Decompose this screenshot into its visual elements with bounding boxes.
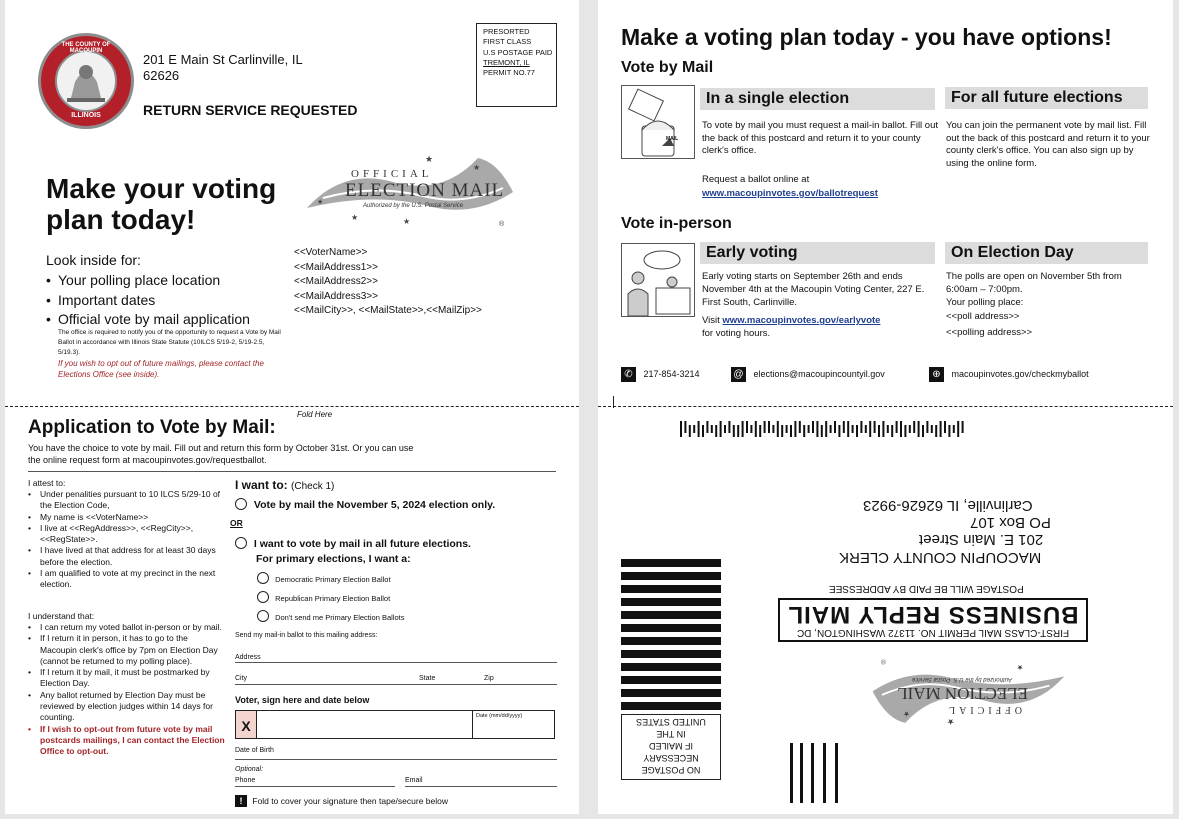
- barcode-bar: [926, 421, 928, 433]
- reply-bar: [621, 559, 721, 567]
- barcode-bar: [794, 421, 796, 437]
- no-postage-line: UNITED STATES: [636, 717, 706, 727]
- understand-item: • If I return it by mail, it must be postmarked by Election Day.: [28, 667, 226, 690]
- mail-field: <<MailCity>>, <<MailState>>,<<MailZip>>: [294, 305, 482, 316]
- barcode-bar: [755, 421, 757, 437]
- email-icon: @: [731, 367, 746, 382]
- headline-line2: plan today!: [46, 204, 196, 235]
- understand-list: [28, 622, 226, 758]
- mail-field: <<MailAddress1>>: [294, 261, 378, 273]
- barcode-bar: [715, 425, 717, 437]
- barcode-bar: [737, 425, 739, 437]
- election-mail-logo: [303, 148, 518, 230]
- barcode-bar: [904, 425, 906, 437]
- website-address: macoupinvotes.gov/checkmyballot: [951, 368, 1089, 379]
- barcode-bar: [746, 421, 748, 433]
- fold-note-text: Fold to cover your signature then tape/secure below: [252, 796, 448, 806]
- city-state-zip-line[interactable]: [235, 684, 557, 685]
- svg-text:★: ★: [403, 217, 411, 226]
- no-postage-line: NO POSTAGE: [641, 765, 701, 775]
- barcode-bar: [693, 425, 695, 433]
- mailing-address-block: [294, 246, 482, 319]
- barcode-bar: [900, 421, 902, 437]
- election-day-text: The polls are open on November 5th from 6:00am – 7:00pm.: [946, 271, 1122, 295]
- option-primary-prompt: For primary elections, I want a:: [256, 553, 411, 565]
- barcode-bar: [750, 425, 752, 433]
- svg-text:★: ★: [903, 709, 910, 719]
- reply-bar: [621, 585, 721, 593]
- future-elections-text: You can join the permanent vote by mail list. Fill out the back of this postcard and return it to your county clerk's office. You can also sign up by using the online form.: [946, 120, 1150, 169]
- barcode-bar: [860, 421, 862, 433]
- postcard-left-page: [5, 0, 579, 814]
- understand-title: I understand that:: [28, 611, 95, 621]
- svg-text:★: ★: [351, 213, 359, 222]
- barcode-bar: [812, 421, 814, 433]
- postage-line: PERMIT NO.77: [483, 68, 535, 78]
- barcode-bar: [698, 421, 700, 437]
- county-seal: [37, 32, 135, 130]
- mailbox-illustration: [621, 85, 695, 159]
- barcode-bar: [847, 421, 849, 437]
- phone-label: Phone: [235, 777, 256, 784]
- globe-icon: ⊕: [929, 367, 944, 382]
- postage-line: FIRST CLASS: [483, 37, 532, 47]
- sign-label: Voter, sign here and date below: [235, 695, 370, 705]
- barcode-bar: [856, 425, 858, 437]
- barcode-bar: [764, 421, 766, 433]
- barcode-bar: [948, 425, 950, 437]
- barcode-bar: [931, 425, 933, 433]
- email-label: Email: [405, 777, 423, 784]
- option-all-future-label: I want to vote by mail in all future elections.: [253, 538, 471, 550]
- opt-out-notice: If you wish to opt out of future mailings, please contact the Elections Office (see inside).: [58, 359, 264, 379]
- radio-single-election[interactable]: [235, 498, 247, 510]
- contact-email[interactable]: [731, 367, 885, 382]
- optional-label: Optional:: [235, 766, 264, 773]
- contact-website[interactable]: [929, 367, 1089, 382]
- primary-democratic[interactable]: [257, 572, 391, 584]
- polling-place-label: Your polling place:: [946, 297, 1024, 308]
- headline-line1: Make your voting: [46, 173, 277, 204]
- reply-permit: FIRST-CLASS MAIL PERMIT NO. 11372 WASHINGTON, DC: [796, 627, 1070, 638]
- postage-line: U.S POSTAGE PAID: [483, 47, 553, 57]
- barcode-bar: [821, 425, 823, 437]
- svg-text:®: ®: [880, 657, 886, 665]
- radio-democratic[interactable]: [257, 572, 269, 584]
- want-to-label: I want to:: [235, 478, 288, 492]
- barcode-bar: [869, 421, 871, 437]
- barcode-bar: [790, 425, 792, 437]
- early-voting-text: Early voting starts on September 26th and ends November 4th at the Macoupin Voting Center, 227 E. First South, Carlinville.: [702, 271, 925, 308]
- barcode-bar: [825, 421, 827, 437]
- postage-line: TREMONT, IL: [483, 57, 530, 67]
- mailbox-icon: [622, 86, 694, 158]
- voters-illustration: [621, 243, 695, 317]
- election-day-header: On Election Day: [945, 242, 1148, 264]
- attest-list: [28, 489, 226, 591]
- barcode-bar: [803, 425, 805, 437]
- application-intro-2: the online request form at macoupinvotes.gov/requestballot.: [28, 455, 267, 465]
- intelligent-mail-barcode: [680, 421, 970, 437]
- statute-fine-print: The office is required to notify you of the opportunity to request a Vote by Mail Ballot in accordance with Illinois State Statute (10ILCS 5/19-2, 5/19-2.5, 5/19.3).: [58, 329, 281, 356]
- zip-label: Zip: [484, 675, 494, 682]
- barcode-bar: [957, 421, 959, 437]
- attest-item: • Under penalities pursuant to 10 ILCS 5/29-10 of the Election Code,: [28, 489, 226, 512]
- understand-item: • Any ballot returned by Election Day must be reviewed by election judges within 14 days for counting.: [28, 690, 226, 724]
- barcode-bar: [887, 425, 889, 433]
- barcode-bar: [786, 425, 788, 433]
- early-voting-header: Early voting: [700, 242, 935, 264]
- postage-line: PRESORTED: [483, 27, 530, 36]
- inside-item: • Official vote by mail application: [46, 310, 250, 330]
- election-mail-main: ELECTION MAIL: [345, 180, 505, 201]
- look-inside: Look inside for:: [46, 252, 141, 268]
- mail-field: <<VoterName>>: [294, 247, 368, 258]
- reply-postage-paid: POSTAGE WILL BE PAID BY ADDRESSEE: [829, 583, 1024, 594]
- reply-bar: [621, 663, 721, 671]
- mail-field: <<MailAddress2>>: [294, 276, 378, 287]
- primary-republican[interactable]: [257, 591, 390, 603]
- fold-line: [5, 406, 579, 407]
- barcode-bar: [878, 425, 880, 437]
- poll-address-2: <<polling address>>: [946, 327, 1033, 338]
- voters-icon: [622, 244, 694, 316]
- option-all-future[interactable]: [235, 537, 471, 550]
- no-postage-line: IN THE: [656, 729, 686, 739]
- barcode-bar: [834, 421, 836, 433]
- barcode-bar: [909, 425, 911, 433]
- postage-indicia: [476, 23, 557, 107]
- fold-tick: [613, 396, 614, 408]
- reply-bar: [621, 598, 721, 606]
- barcode-bar: [830, 425, 832, 433]
- barcode-bar: [799, 421, 801, 433]
- return-address-line2: 62626: [143, 68, 180, 83]
- inside-list: [46, 271, 250, 330]
- barcode-bar: [702, 425, 704, 437]
- svg-text:★: ★: [473, 163, 481, 172]
- future-elections-header: For all future elections: [945, 87, 1148, 109]
- address-input-line[interactable]: [235, 662, 557, 663]
- barcode-bar: [680, 421, 682, 437]
- radio-no-primary[interactable]: [257, 610, 269, 622]
- no-postage-line: NECESSARY: [643, 753, 699, 763]
- understand-item: • I can return my voted ballot in-person or by mail.: [28, 622, 226, 633]
- fold-note: [235, 795, 448, 807]
- barcode-bar: [781, 425, 783, 437]
- email-line[interactable]: [405, 786, 557, 787]
- barcode-bar: [733, 425, 735, 437]
- reply-election-mail-sub: Authorized by the U.S. Postal Service: [911, 676, 1012, 682]
- election-mail-sub: Authorized by the U.S. Postal Service: [363, 203, 464, 209]
- opt-out-item: • If I wish to opt-out from future vote by mail postcards mailings, I can contact the Election Office to opt-out.: [28, 724, 226, 758]
- primary-none-label: Don't send me Primary Election Ballots: [275, 613, 405, 622]
- vote-by-mail-heading: Vote by Mail: [621, 59, 714, 76]
- divider: [28, 471, 556, 472]
- barcode-bar: [777, 421, 779, 437]
- phone-number: 217-854-3214: [643, 368, 700, 379]
- reply-bar: [621, 650, 721, 658]
- want-to-heading: [235, 478, 334, 492]
- send-to-label: Send my mail-in ballot to this mailing address:: [235, 632, 378, 639]
- radio-all-future[interactable]: [235, 537, 247, 549]
- barcode-bar: [962, 421, 964, 433]
- barcode-bar: [724, 425, 726, 433]
- barcode-bar: [711, 425, 713, 433]
- application-intro-1: You have the choice to vote by mail. Fill out and return this form by October 31st. Or you can use: [28, 443, 414, 453]
- svg-text:★: ★: [425, 154, 434, 164]
- barcode-bar: [684, 421, 686, 433]
- fold-here-label: Fold Here: [297, 410, 333, 419]
- barcode-bar: [706, 421, 708, 433]
- barcode-bar: [953, 425, 955, 433]
- reply-street: 201 E. Main Street: [919, 531, 1044, 548]
- application-title: Application to Vote by Mail:: [28, 417, 276, 438]
- early-hours-text: for voting hours.: [702, 328, 771, 339]
- barcode-bar: [940, 421, 942, 437]
- poll-address-1: <<poll address>>: [946, 311, 1020, 322]
- barcode-bar: [772, 425, 774, 433]
- reply-clerk: MACOUPIN COUNTY CLERK: [839, 549, 1042, 566]
- reply-bar: [621, 624, 721, 632]
- barcode-bar: [852, 425, 854, 433]
- barcode-bar: [728, 421, 730, 433]
- address-label: Address: [235, 654, 261, 661]
- primary-democratic-label: Democratic Primary Election Ballot: [275, 575, 391, 584]
- early-visit-line: [702, 315, 880, 326]
- barcode-bar: [882, 421, 884, 437]
- single-election-header: In a single election: [700, 88, 935, 110]
- no-postage-line: IF MAILED: [649, 741, 694, 751]
- reply-bar: [621, 637, 721, 645]
- attest-item: • I have lived at that address for at least 30 days before the election.: [28, 545, 226, 568]
- barcode-bar: [689, 425, 691, 437]
- dob-label: Date of Birth: [235, 747, 274, 754]
- mailbox-label: MAIL: [666, 136, 679, 142]
- attest-item: • My name is <<VoterName>>: [28, 512, 226, 523]
- signature-box[interactable]: [235, 710, 555, 739]
- right-title: Make a voting plan today - you have options!: [621, 24, 1112, 50]
- return-address-line1: 201 E Main St Carlinville, IL: [143, 52, 303, 67]
- date-label: Date (mm/dd/yyyy): [476, 713, 523, 719]
- barcode-bar: [913, 421, 915, 433]
- barcode-bar: [768, 421, 770, 433]
- business-reply-box: [778, 598, 1088, 642]
- option-single-label: Vote by mail the November 5, 2024 election only.: [253, 499, 496, 511]
- attest-title: I attest to:: [28, 478, 66, 488]
- facing-identification-mark: [788, 743, 844, 803]
- single-election-text: To vote by mail you must request a mail-in ballot. Fill out the back of this postcard and return it to your county clerk's office.: [702, 120, 939, 156]
- phone-line[interactable]: [235, 786, 395, 787]
- seal-top-text: THE COUNTY OF MACOUPIN: [61, 42, 111, 54]
- svg-text:★: ★: [317, 199, 324, 206]
- reply-bar: [621, 702, 721, 710]
- dob-line[interactable]: [235, 759, 557, 760]
- svg-text:★: ★: [947, 717, 955, 728]
- phone-icon: ✆: [621, 367, 636, 382]
- option-single-election[interactable]: [235, 498, 495, 511]
- reply-election-mail-logo: [868, 655, 1068, 733]
- barcode-bar: [759, 425, 761, 437]
- mail-field: <<MailAddress3>>: [294, 290, 378, 302]
- signature-date-divider: [472, 711, 473, 738]
- check-one-label: (Check 1): [291, 481, 335, 492]
- barcode-bar: [843, 421, 845, 433]
- election-mail-top: OFFICIAL: [351, 168, 433, 180]
- barcode-bar: [874, 421, 876, 433]
- barcode-bar: [944, 421, 946, 433]
- inside-item: • Important dates: [46, 291, 250, 311]
- reply-bar: [621, 572, 721, 580]
- reply-election-mail-top: OFFICIAL: [944, 704, 1022, 715]
- primary-none[interactable]: [257, 610, 405, 622]
- radio-republican[interactable]: [257, 591, 269, 603]
- barcode-bar: [808, 425, 810, 433]
- barcode-bar: [935, 425, 937, 437]
- reply-election-mail-main: ELECTION MAIL: [897, 684, 1028, 703]
- email-address: elections@macoupincountyil.gov: [753, 368, 885, 379]
- inside-item: • Your polling place location: [46, 271, 250, 291]
- reply-horizontal-bars: [621, 559, 721, 715]
- primary-republican-label: Republican Primary Election Ballot: [275, 594, 391, 603]
- attest-item: • I am qualified to vote at my precinct in the next election.: [28, 568, 226, 591]
- understand-item: • If I return it in person, it has to go to the Macoupin clerk's office by 7pm on Election Day (cannot be returned to my polling place).: [28, 633, 226, 667]
- reply-brm: BUSINESS REPLY MAIL: [787, 601, 1079, 628]
- reply-city-line: Carlinville, IL 62626-9923: [863, 497, 1033, 514]
- early-vote-link[interactable]: www.macoupinvotes.gov/earlyvote: [722, 315, 881, 326]
- reply-bar: [621, 689, 721, 697]
- fold-line: [598, 406, 1173, 407]
- contact-phone[interactable]: [621, 367, 700, 382]
- return-service-requested: RETURN SERVICE REQUESTED: [143, 102, 358, 118]
- warning-icon: !: [235, 795, 247, 807]
- barcode-bar: [742, 421, 744, 437]
- reply-po-box: PO Box 107: [970, 514, 1051, 531]
- ballot-request-link[interactable]: www.macoupinvotes.gov/ballotrequest: [702, 188, 878, 199]
- or-label: OR: [230, 518, 243, 528]
- barcode-bar: [922, 425, 924, 437]
- signature-x-mark: X: [236, 711, 257, 738]
- barcode-bar: [720, 421, 722, 437]
- early-visit-text: Visit: [702, 315, 720, 326]
- barcode-bar: [816, 421, 818, 437]
- barcode-bar: [918, 421, 920, 437]
- vote-in-person-heading: Vote in-person: [621, 215, 732, 232]
- barcode-bar: [891, 425, 893, 437]
- no-postage-box: [621, 714, 721, 780]
- svg-text:★: ★: [1016, 663, 1024, 673]
- svg-text:®: ®: [499, 221, 505, 228]
- seal-bottom-text: ILLINOIS: [71, 112, 101, 119]
- single-request-text: Request a ballot online at: [702, 174, 810, 185]
- reply-bar: [621, 676, 721, 684]
- barcode-bar: [896, 421, 898, 433]
- attest-item: • I live at <<RegAddress>>, <<RegCity>>, <<RegState>>.: [28, 523, 226, 546]
- postcard-right-page: [598, 0, 1173, 814]
- state-label: State: [419, 675, 436, 682]
- city-label: City: [235, 675, 248, 682]
- barcode-bar: [865, 425, 867, 433]
- reply-bar: [621, 611, 721, 619]
- barcode-bar: [838, 425, 840, 437]
